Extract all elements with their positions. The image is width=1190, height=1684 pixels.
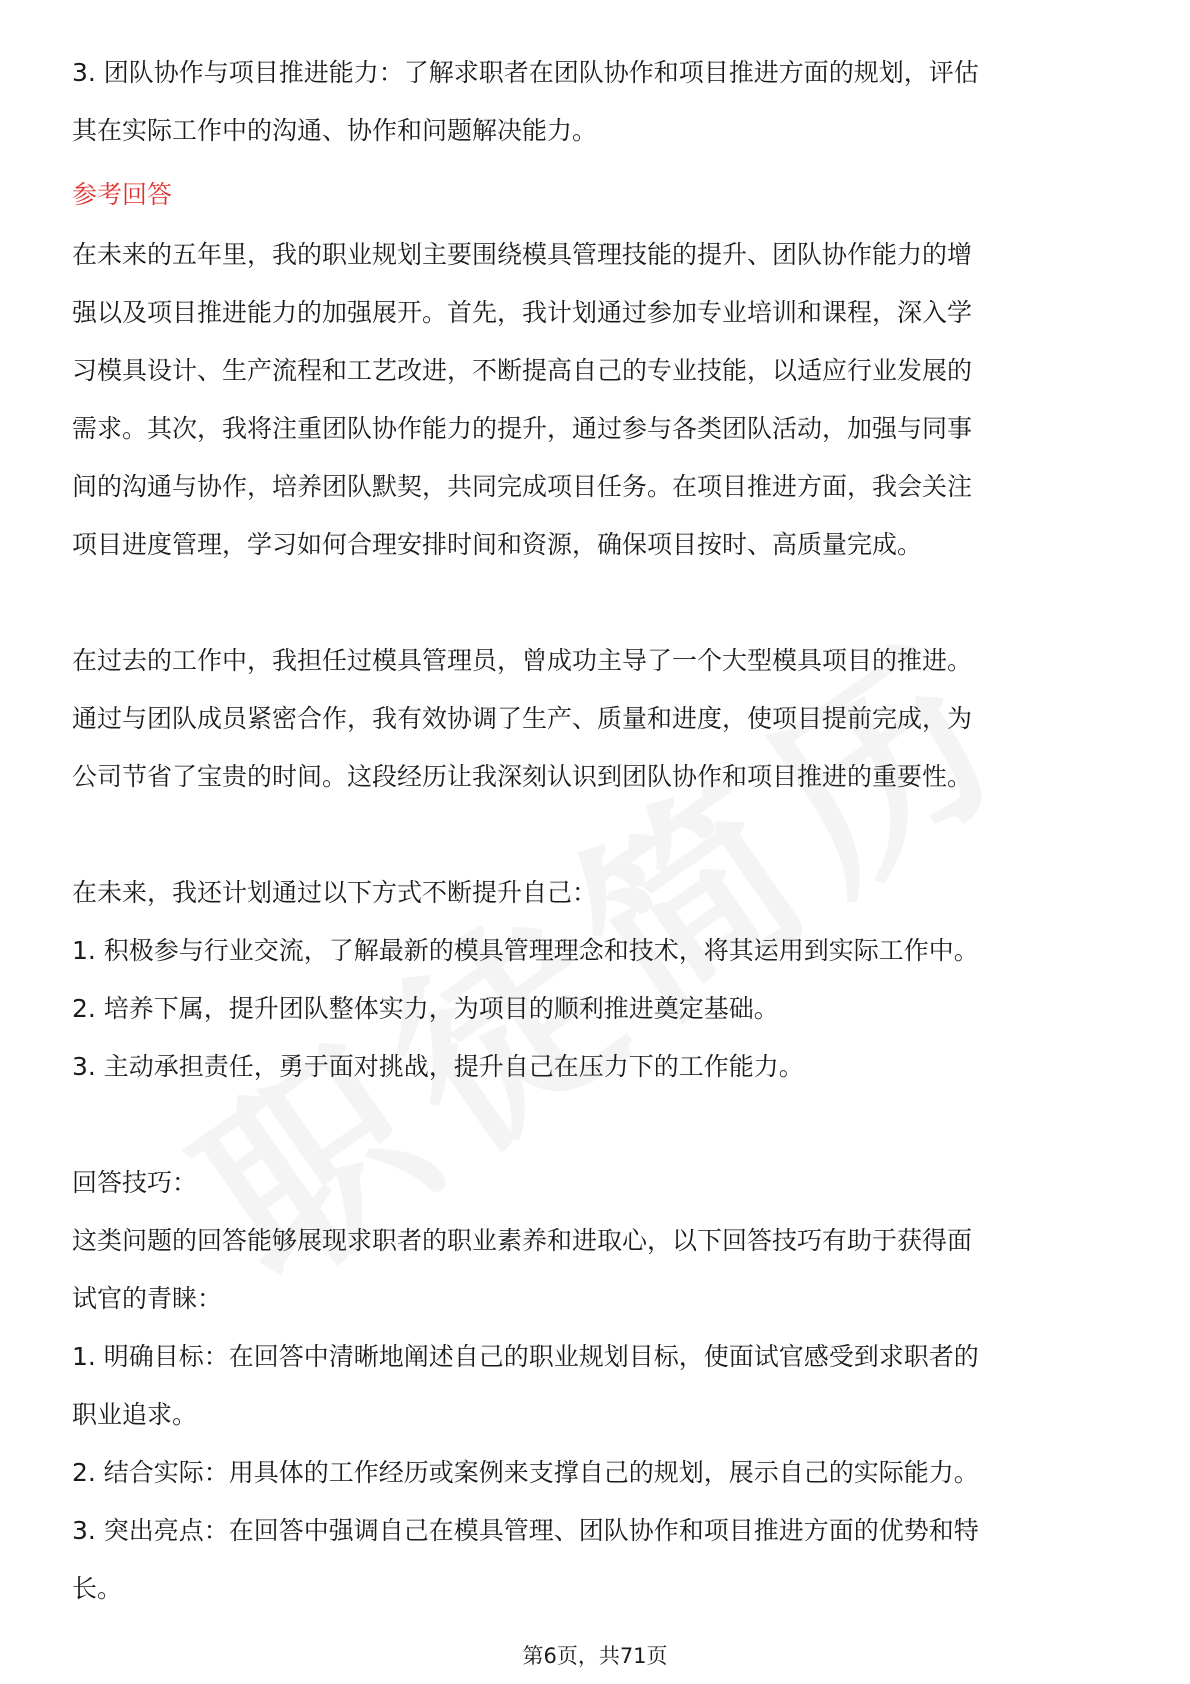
text-line: 3. 团队协作与项目推进能力：了解求职者在团队协作和项目推进方面的规划，评估 (72, 58, 979, 87)
list-item: 3. 主动承担责任，勇于面对挑战，提升自己在压力下的工作能力。 (72, 1052, 804, 1081)
answer-heading: 参考回答 (72, 180, 173, 209)
paragraph-gap (72, 574, 1118, 632)
text-line: 其在实际工作中的沟通、协作和问题解决能力。 (72, 116, 598, 145)
text-line: 试官的青睐： (72, 1284, 223, 1313)
tips-heading: 回答技巧： (72, 1168, 198, 1197)
text-line: 习模具设计、生产流程和工艺改进，不断提高自己的专业技能，以适应行业发展的 (72, 356, 973, 385)
text-line: 在未来的五年里，我的职业规划主要围绕模具管理技能的提升、团队协作能力的增 (72, 240, 973, 269)
text-line: 间的沟通与协作，培养团队默契，共同完成项目任务。在项目推进方面，我会关注 (72, 472, 973, 501)
list-item: 2. 培养下属，提升团队整体实力，为项目的顺利推进奠定基础。 (72, 994, 779, 1023)
text-line: 强以及项目推进能力的加强展开。首先，我计划通过参加专业培训和课程，深入学 (72, 298, 973, 327)
paragraph-gap (72, 1096, 1118, 1154)
text-line: 公司节省了宝贵的时间。这段经历让我深刻认识到团队协作和项目推进的重要性。 (72, 762, 973, 791)
list-item: 2. 结合实际：用具体的工作经历或案例来支撑自己的规划，展示自己的实际能力。 (72, 1458, 979, 1487)
text-line: 这类问题的回答能够展现求职者的职业素养和进取心，以下回答技巧有助于获得面 (72, 1226, 973, 1255)
text-line: 在过去的工作中，我担任过模具管理员，曾成功主导了一个大型模具项目的推进。 (72, 646, 973, 675)
list-item: 1. 明确目标：在回答中清晰地阐述自己的职业规划目标，使面试官感受到求职者的 (72, 1342, 979, 1371)
list-item: 1. 积极参与行业交流，了解最新的模具管理理念和技术，将其运用到实际工作中。 (72, 936, 979, 965)
text-line: 职业追求。 (72, 1400, 198, 1429)
page-number: 第6页，共71页 (522, 1644, 668, 1668)
text-line: 长。 (72, 1574, 123, 1603)
paragraph-gap (72, 806, 1118, 864)
list-item: 3. 突出亮点：在回答中强调自己在模具管理、团队协作和项目推进方面的优势和特 (72, 1516, 979, 1545)
text-line: 通过与团队成员紧密合作，我有效协调了生产、质量和进度，使项目提前完成，为 (72, 704, 973, 733)
text-line: 项目进度管理，学习如何合理安排时间和资源，确保项目按时、高质量完成。 (72, 530, 923, 559)
page-content (72, 44, 1118, 1618)
text-line: 在未来，我还计划通过以下方式不断提升自己： (72, 878, 598, 907)
text-line: 需求。其次，我将注重团队协作能力的提升，通过参与各类团队活动，加强与同事 (72, 414, 973, 443)
